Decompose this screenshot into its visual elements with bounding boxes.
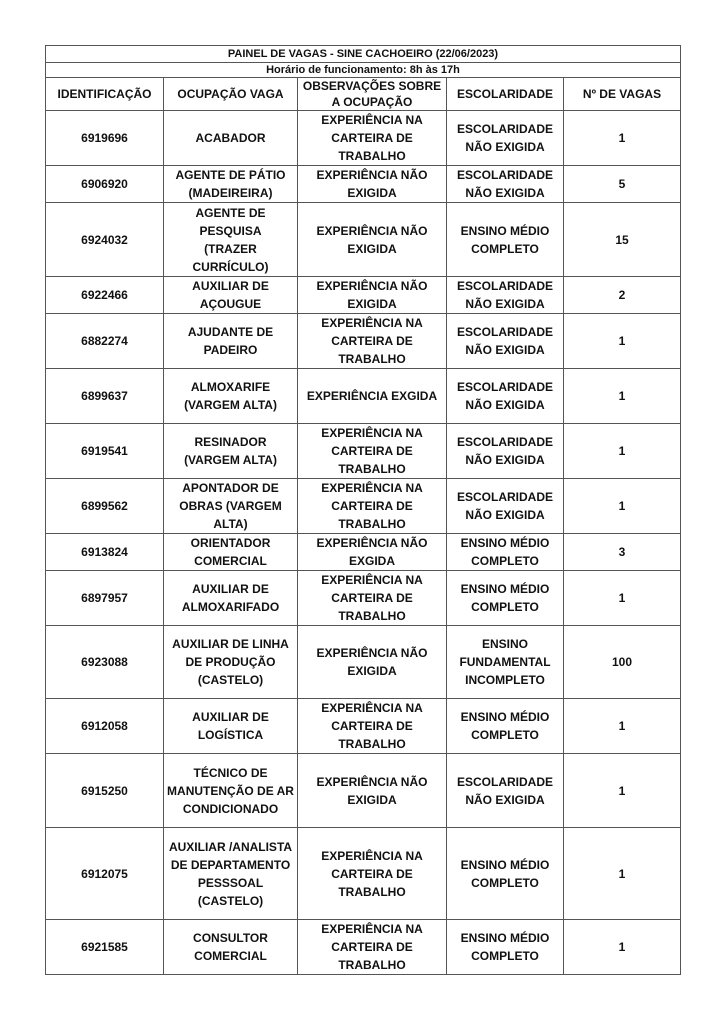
cell-id: 6924032 (46, 203, 164, 277)
cell-obs: EXPERIÊNCIA NA CARTEIRA DE TRABALHO (298, 828, 447, 920)
col-header-vagas: Nº DE VAGAS (564, 78, 681, 111)
cell-obs: EXPERIÊNCIA NA CARTEIRA DE TRABALHO (298, 111, 447, 166)
col-header-observacoes: OBSERVAÇÕES SOBRE A OCUPAÇÃO (298, 78, 447, 111)
cell-escolaridade: ESCOLARIDADE NÃO EXIGIDA (447, 424, 564, 479)
cell-obs: EXPERIÊNCIA NA CARTEIRA DE TRABALHO (298, 699, 447, 754)
cell-vagas: 1 (564, 424, 681, 479)
cell-id: 6899637 (46, 369, 164, 424)
table-title: PAINEL DE VAGAS - SINE CACHOEIRO (22/06/2023) (46, 46, 681, 63)
cell-vagas: 1 (564, 111, 681, 166)
cell-escolaridade: ESCOLARIDADE NÃO EXIGIDA (447, 166, 564, 203)
cell-obs: EXPERIÊNCIA NA CARTEIRA DE TRABALHO (298, 479, 447, 534)
table-row (46, 626, 681, 699)
col-header-ocupacao: OCUPAÇÃO VAGA (164, 78, 298, 111)
cell-ocupacao: AUXILIAR DE ALMOXARIFADO (164, 571, 298, 626)
cell-obs: EXPERIÊNCIA NA CARTEIRA DE TRABALHO (298, 424, 447, 479)
cell-obs: EXPERIÊNCIA NÃO EXIGIDA (298, 626, 447, 699)
cell-escolaridade: ENSINO MÉDIO COMPLETO (447, 920, 564, 975)
cell-vagas: 1 (564, 699, 681, 754)
cell-id: 6912075 (46, 828, 164, 920)
cell-obs: EXPERIÊNCIA NA CARTEIRA DE TRABALHO (298, 571, 447, 626)
table-row (46, 111, 681, 166)
cell-vagas: 2 (564, 277, 681, 314)
cell-vagas: 1 (564, 754, 681, 828)
cell-vagas: 1 (564, 920, 681, 975)
cell-escolaridade: ESCOLARIDADE NÃO EXIGIDA (447, 479, 564, 534)
cell-ocupacao: APONTADOR DE OBRAS (VARGEM ALTA) (164, 479, 298, 534)
cell-obs: EXPERIÊNCIA NÃO EXIGIDA (298, 166, 447, 203)
vacancy-table (45, 45, 681, 975)
cell-vagas: 100 (564, 626, 681, 699)
cell-obs: EXPERIÊNCIA NA CARTEIRA DE TRABALHO (298, 920, 447, 975)
cell-id: 6915250 (46, 754, 164, 828)
table-row (46, 571, 681, 626)
cell-ocupacao: AUXILIAR DE LINHA DE PRODUÇÃO (CASTELO) (164, 626, 298, 699)
cell-obs: EXPERIÊNCIA NÃO EXIGIDA (298, 754, 447, 828)
cell-id: 6922466 (46, 277, 164, 314)
cell-id: 6919696 (46, 111, 164, 166)
cell-escolaridade: ENSINO MÉDIO COMPLETO (447, 571, 564, 626)
cell-obs: EXPERIÊNCIA NA CARTEIRA DE TRABALHO (298, 314, 447, 369)
table-row (46, 534, 681, 571)
cell-escolaridade: ESCOLARIDADE NÃO EXIGIDA (447, 277, 564, 314)
cell-ocupacao: AGENTE DE PESQUISA (TRAZER CURRÍCULO) (164, 203, 298, 277)
cell-escolaridade: ENSINO MÉDIO COMPLETO (447, 699, 564, 754)
cell-escolaridade: ENSINO MÉDIO COMPLETO (447, 203, 564, 277)
table-row (46, 699, 681, 754)
cell-ocupacao: AGENTE DE PÁTIO (MADEIREIRA) (164, 166, 298, 203)
cell-escolaridade: ENSINO MÉDIO COMPLETO (447, 534, 564, 571)
table-row (46, 314, 681, 369)
cell-vagas: 1 (564, 571, 681, 626)
cell-id: 6899562 (46, 479, 164, 534)
cell-id: 6912058 (46, 699, 164, 754)
cell-ocupacao: TÉCNICO DE MANUTENÇÃO DE AR CONDICIONADO (164, 754, 298, 828)
table-row (46, 424, 681, 479)
cell-id: 6882274 (46, 314, 164, 369)
cell-ocupacao: ALMOXARIFE (VARGEM ALTA) (164, 369, 298, 424)
cell-vagas: 1 (564, 314, 681, 369)
cell-ocupacao: ORIENTADOR COMERCIAL (164, 534, 298, 571)
cell-obs: EXPERIÊNCIA NÃO EXIGIDA (298, 277, 447, 314)
cell-id: 6921585 (46, 920, 164, 975)
cell-escolaridade: ENSINO MÉDIO COMPLETO (447, 828, 564, 920)
cell-id: 6906920 (46, 166, 164, 203)
cell-vagas: 1 (564, 369, 681, 424)
cell-ocupacao: AUXILIAR DE AÇOUGUE (164, 277, 298, 314)
cell-obs: EXPERIÊNCIA EXGIDA (298, 369, 447, 424)
cell-id: 6923088 (46, 626, 164, 699)
cell-escolaridade: ESCOLARIDADE NÃO EXIGIDA (447, 111, 564, 166)
table-row (46, 203, 681, 277)
cell-ocupacao: ACABADOR (164, 111, 298, 166)
cell-escolaridade: ESCOLARIDADE NÃO EXIGIDA (447, 314, 564, 369)
col-header-escolaridade: ESCOLARIDADE (447, 78, 564, 111)
cell-vagas: 5 (564, 166, 681, 203)
table-row (46, 754, 681, 828)
cell-escolaridade: ESCOLARIDADE NÃO EXIGIDA (447, 369, 564, 424)
cell-ocupacao: AUXILIAR DE LOGÍSTICA (164, 699, 298, 754)
cell-ocupacao: RESINADOR (VARGEM ALTA) (164, 424, 298, 479)
cell-escolaridade: ENSINO FUNDAMENTAL INCOMPLETO (447, 626, 564, 699)
cell-vagas: 15 (564, 203, 681, 277)
cell-id: 6919541 (46, 424, 164, 479)
cell-vagas: 1 (564, 479, 681, 534)
table-row (46, 166, 681, 203)
cell-obs: EXPERIÊNCIA NÃO EXGIDA (298, 534, 447, 571)
table-row (46, 277, 681, 314)
col-header-identificacao: IDENTIFICAÇÃO (46, 78, 164, 111)
cell-vagas: 1 (564, 828, 681, 920)
table-row (46, 479, 681, 534)
table-row (46, 369, 681, 424)
opening-hours: Horário de funcionamento: 8h às 17h (46, 63, 681, 78)
cell-vagas: 3 (564, 534, 681, 571)
cell-id: 6913824 (46, 534, 164, 571)
cell-obs: EXPERIÊNCIA NÃO EXIGIDA (298, 203, 447, 277)
cell-escolaridade: ESCOLARIDADE NÃO EXIGIDA (447, 754, 564, 828)
table-row (46, 828, 681, 920)
cell-ocupacao: AUXILIAR /ANALISTA DE DEPARTAMENTO PESSSOAL (CASTELO) (164, 828, 298, 920)
cell-ocupacao: CONSULTOR COMERCIAL (164, 920, 298, 975)
cell-ocupacao: AJUDANTE DE PADEIRO (164, 314, 298, 369)
table-row (46, 920, 681, 975)
cell-id: 6897957 (46, 571, 164, 626)
